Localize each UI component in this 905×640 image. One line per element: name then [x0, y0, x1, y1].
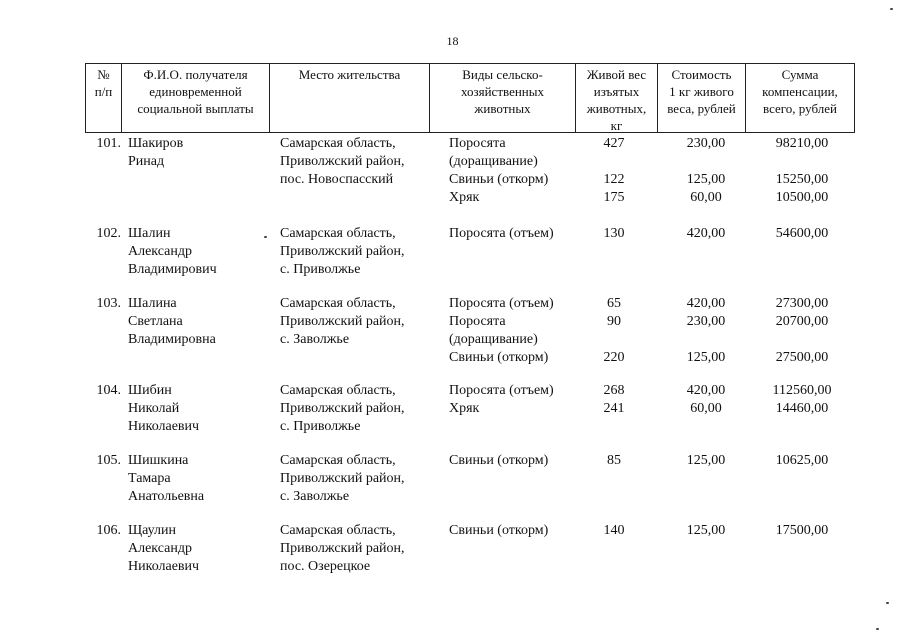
- live-weight: [575, 331, 653, 349]
- price-per-kg: 420,00: [686, 226, 726, 241]
- page-number: 18: [446, 34, 459, 48]
- scan-speck: [886, 602, 889, 604]
- live-weight-cell: [575, 382, 653, 418]
- recipient-name: Николай: [128, 401, 180, 416]
- header-price: Стоимость 1 кг живого веса, рублей: [658, 64, 746, 132]
- residence: Приволжский район,: [280, 471, 405, 486]
- residence: Приволжский район,: [280, 541, 405, 556]
- live-weight-cell: [575, 295, 653, 367]
- compensation-sum: 54600,00: [775, 226, 829, 241]
- live-weight: 122: [603, 172, 625, 187]
- residence: с. Приволжье: [280, 262, 361, 277]
- live-weight: 175: [603, 190, 625, 205]
- animal-kind: Свиньи (откорм): [449, 523, 549, 538]
- compensation-sum: 112560,00: [772, 383, 832, 398]
- residence-cell: [280, 135, 405, 189]
- recipient-name: Шалина: [128, 296, 177, 311]
- residence-cell: [280, 522, 405, 576]
- scan-speck: [876, 628, 879, 630]
- row-number: 102.: [96, 226, 121, 241]
- compensation-sum: 98210,00: [775, 136, 829, 151]
- animal-kind: Свиньи (откорм): [449, 350, 549, 365]
- price-per-kg: 60,00: [690, 401, 722, 416]
- compensation-sum-cell: [752, 452, 852, 470]
- live-weight-cell: [575, 225, 653, 243]
- animal-kind: Хряк: [449, 190, 480, 205]
- row-number: 101.: [96, 136, 121, 151]
- residence: Приволжский район,: [280, 401, 405, 416]
- price-per-kg: 230,00: [686, 136, 726, 151]
- recipient-name: Тамара: [128, 471, 171, 486]
- residence: пос. Озерецкое: [280, 559, 371, 574]
- residence: Самарская область,: [280, 296, 396, 311]
- compensation-sum-cell: [752, 522, 852, 540]
- recipient-name-cell: [128, 382, 199, 436]
- scan-speck: [264, 236, 267, 238]
- residence-cell: [280, 382, 405, 436]
- animal-kind-cell: [449, 522, 548, 540]
- recipient-name: Александр: [128, 541, 192, 556]
- row-number: 105.: [96, 453, 121, 468]
- recipient-name: Николаевич: [128, 559, 200, 574]
- residence: с. Приволжье: [280, 419, 361, 434]
- recipient-name: Ринад: [128, 154, 165, 169]
- recipient-name: Шибин: [128, 383, 172, 398]
- compensation-sum-cell: [752, 225, 852, 243]
- recipient-name: Николаевич: [128, 419, 200, 434]
- recipient-name-cell: [128, 135, 183, 171]
- compensation-sum: 10500,00: [775, 190, 829, 205]
- live-weight: 85: [607, 453, 621, 468]
- animal-kind-cell: [449, 452, 548, 470]
- live-weight-cell: [575, 452, 653, 470]
- price-per-kg-cell: [662, 522, 750, 540]
- live-weight: 140: [603, 523, 625, 538]
- row-number: 103.: [96, 296, 121, 311]
- price-per-kg-cell: [662, 382, 750, 418]
- compensation-sum-cell: [752, 295, 852, 367]
- live-weight: 65: [607, 296, 621, 311]
- animal-kind: Поросята (отъем): [449, 226, 554, 241]
- recipient-name: Владимировна: [128, 332, 216, 347]
- animal-kind: Свиньи (откорм): [449, 172, 549, 187]
- animal-kind: Хряк: [449, 401, 480, 416]
- residence: пос. Новоспасский: [280, 172, 394, 187]
- recipient-name: Шакиров: [128, 136, 184, 151]
- price-per-kg: 125,00: [686, 350, 726, 365]
- compensation-sum: 17500,00: [775, 523, 829, 538]
- animal-kind: Поросята (отъем): [449, 296, 554, 311]
- compensation-sum-cell: [752, 135, 852, 207]
- residence: Самарская область,: [280, 383, 396, 398]
- live-weight: 268: [603, 383, 625, 398]
- price-per-kg: 230,00: [686, 314, 726, 329]
- animal-kind: Поросята: [449, 136, 506, 151]
- live-weight: 220: [603, 350, 625, 365]
- animal-kind: (доращивание): [449, 332, 538, 347]
- animal-kind-cell: [449, 225, 554, 243]
- price-per-kg: 125,00: [686, 523, 726, 538]
- animal-kind: (доращивание): [449, 154, 538, 169]
- live-weight: 241: [603, 401, 625, 416]
- price-per-kg-cell: [662, 135, 750, 207]
- animal-kind-cell: [449, 135, 548, 207]
- row-number: 106.: [96, 523, 121, 538]
- animal-kind-cell: [449, 295, 554, 367]
- recipient-name: Владимирович: [128, 262, 217, 277]
- price-per-kg: 420,00: [686, 383, 726, 398]
- price-per-kg: [662, 331, 750, 349]
- price-per-kg-cell: [662, 225, 750, 243]
- compensation-sum: 10625,00: [775, 453, 829, 468]
- table-header: [85, 63, 855, 133]
- recipient-name: Анатольевна: [128, 489, 205, 504]
- live-weight: 427: [603, 136, 625, 151]
- price-per-kg: 125,00: [686, 172, 726, 187]
- recipient-name: Шишкина: [128, 453, 189, 468]
- residence-cell: [280, 452, 405, 506]
- recipient-name-cell: [128, 225, 217, 279]
- row-number: 104.: [96, 383, 121, 398]
- live-weight: 130: [603, 226, 625, 241]
- compensation-sum-cell: [752, 382, 852, 418]
- compensation-sum: [752, 331, 852, 349]
- residence: Самарская область,: [280, 453, 396, 468]
- recipient-name: Шалин: [128, 226, 171, 241]
- residence-cell: [280, 295, 405, 349]
- compensation-sum: [752, 153, 852, 171]
- recipient-name-cell: [128, 522, 199, 576]
- header-name: Ф.И.О. получателя единовременной социальной выплаты: [122, 64, 270, 132]
- recipient-name-cell: [128, 295, 216, 349]
- price-per-kg: [662, 153, 750, 171]
- price-per-kg: 60,00: [690, 190, 722, 205]
- residence: Приволжский район,: [280, 314, 405, 329]
- live-weight: 90: [607, 314, 621, 329]
- price-per-kg: 125,00: [686, 453, 726, 468]
- compensation-sum: 27500,00: [775, 350, 829, 365]
- animal-kind: Свиньи (откорм): [449, 453, 549, 468]
- residence: Приволжский район,: [280, 244, 405, 259]
- recipient-name: Щаулин: [128, 523, 176, 538]
- residence-cell: [280, 225, 405, 279]
- header-place: Место жительства: [270, 64, 430, 132]
- compensation-sum: 14460,00: [775, 401, 829, 416]
- animal-kind-cell: [449, 382, 554, 418]
- header-sum: Сумма компенсации, всего, рублей: [762, 67, 838, 116]
- scan-speck: [890, 8, 893, 10]
- residence: Самарская область,: [280, 226, 396, 241]
- price-per-kg: 420,00: [686, 296, 726, 311]
- recipient-name-cell: [128, 452, 204, 506]
- residence: с. Заволжье: [280, 332, 350, 347]
- header-weight: Живой вес изъятых животных, кг: [576, 64, 658, 132]
- live-weight: [575, 153, 653, 171]
- residence: Самарская область,: [280, 523, 396, 538]
- live-weight-cell: [575, 135, 653, 207]
- live-weight-cell: [575, 522, 653, 540]
- price-per-kg-cell: [662, 295, 750, 367]
- residence: Приволжский район,: [280, 154, 405, 169]
- header-kinds: Виды сельско- хозяйственных животных: [430, 64, 576, 132]
- residence: Самарская область,: [280, 136, 396, 151]
- residence: с. Заволжье: [280, 489, 350, 504]
- compensation-sum: 20700,00: [775, 314, 829, 329]
- compensation-sum: 27300,00: [775, 296, 829, 311]
- animal-kind: Поросята: [449, 314, 506, 329]
- header-num: № п/п: [86, 64, 122, 132]
- recipient-name: Светлана: [128, 314, 183, 329]
- recipient-name: Александр: [128, 244, 192, 259]
- price-per-kg-cell: [662, 452, 750, 470]
- animal-kind: Поросята (отъем): [449, 383, 554, 398]
- compensation-sum: 15250,00: [775, 172, 829, 187]
